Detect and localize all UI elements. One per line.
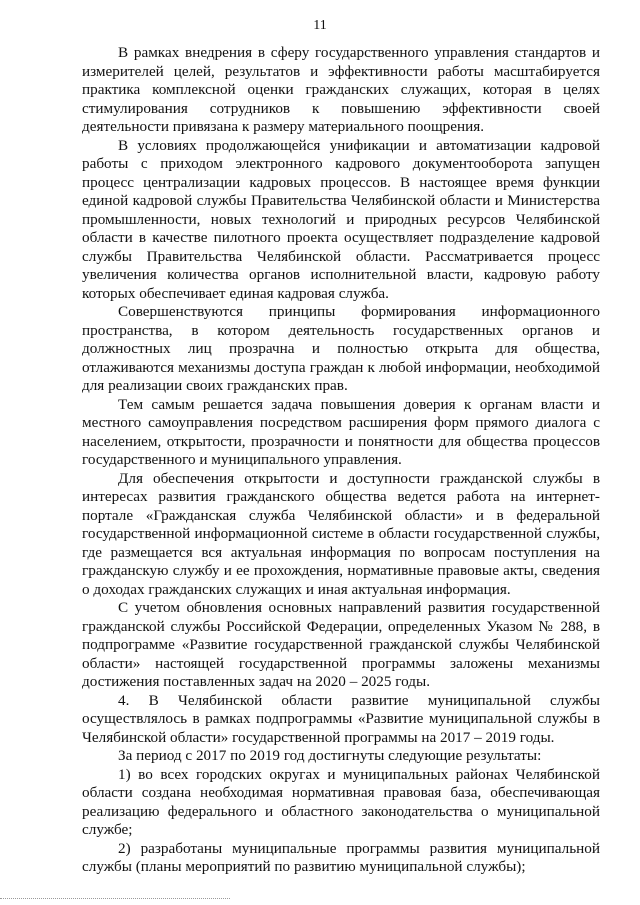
- paragraph-information-space: Совершенствуются принципы формирования информационного пространства, в котором деятельность государственных органов и должностных лиц прозрачна и полностью открыта для общества, отлаживаются механизмы доступа граждан к любой информации, необходимой для реализации своих гражданских прав.: [82, 303, 600, 394]
- list-item-result-2: 2) разработаны муниципальные программы развития муниципальной службы (планы мероприятий по развитию муниципальной службы);: [82, 839, 600, 875]
- paragraph-hr-automation: В условиях продолжающейся унификации и автоматизации кадровой работы с приходом электронного кадрового документооборота запущен процесс централизации кадровых процессов. В настоящее время функции единой кадровой службы Правительства Челябинской области и Министерства промышленности, новых технологий и природных ресурсов Челябинской области в качестве пилотного проекта осуществляет подразделение кадровой службы Правительства Челябинской области. Рассматривается процесс увеличения количества органов исполнительной власти, кадровую работу которых обеспечивает единая кадровая служба.: [82, 136, 600, 302]
- document-body: [82, 44, 600, 877]
- page-number: 11: [313, 18, 327, 33]
- list-item-result-1: 1) во всех городских округах и муниципальных районах Челябинской области создана необходимая нормативная правовая база, обеспечивающая реализацию федерального и областного законодательства о муниципальной службе;: [82, 765, 600, 838]
- paragraph-decree: С учетом обновления основных направлений развития государственной гражданской службы Российской Федерации, определенных Указом № 288, в подпрограмме «Развитие государственной гражданской службы Челябинской области» настоящей государственной программы заложены механизмы достижения поставленных задач на 2020 – 2025 годы.: [82, 599, 600, 690]
- paragraph-trust: Тем самым решается задача повышения доверия к органам власти и местного самоуправления посредством расширения форм прямого диалога с населением, открытости, прозрачности и понятности для общества процессов государственного и муниципального управления.: [82, 395, 600, 468]
- paragraph-portal: Для обеспечения открытости и доступности гражданской службы в интересах развития гражданского общества ведется работа на интернет-портале «Гражданская служба Челябинской области» и в федеральной государственной информационной системе в области государственной службы, где размещается вся актуальная информация по вопросам поступления на гражданскую службу и ее прохождения, нормативные правовые акты, сведения о доходах гражданских служащих и иная актуальная информация.: [82, 469, 600, 598]
- scan-edge-line: [0, 898, 230, 899]
- paragraph-municipal-service: 4. В Челябинской области развитие муниципальной службы осуществлялось в рамках подпрограммы «Развитие муниципальной службы в Челябинской области» государственной программы на 2017 – 2019 годы.: [82, 691, 600, 746]
- paragraph-results-intro: За период с 2017 по 2019 год достигнуты следующие результаты:: [118, 747, 542, 764]
- paragraph-standards: В рамках внедрения в сферу государственного управления стандартов и измерителей целей, результатов и эффективности работы масштабируется практика комплексной оценки гражданских служащих, которая в целях стимулирования сотрудников к повышению эффективности своей деятельности привязана к размеру материального поощрения.: [82, 44, 600, 135]
